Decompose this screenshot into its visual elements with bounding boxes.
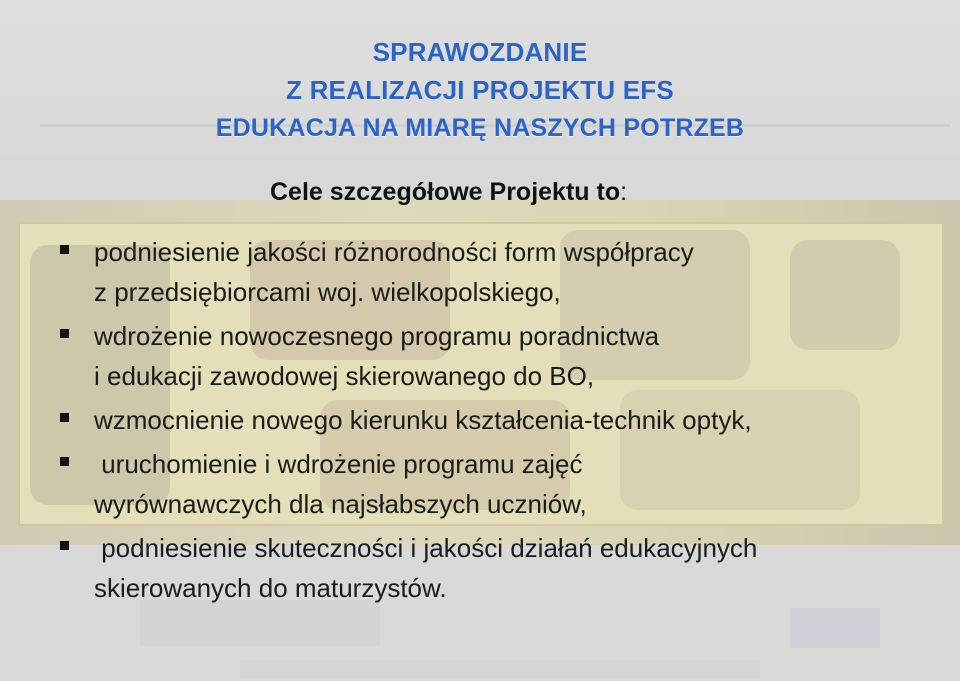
goal-line: wzmocnienie nowego kierunku kształcenia-technik optyk, [94,405,752,435]
title-line-2: Z REALIZACJI PROJEKTU EFS [286,75,674,105]
goal-line: wdrożenie nowoczesnego programu poradnictwa [94,321,660,351]
list-item [54,528,934,608]
goal-line: podniesienie skuteczności i jakości działań edukacyjnych [94,533,758,563]
title-line-3: EDUKACJA NA MIARĘ NASZYCH POTRZEB [215,114,745,142]
list-item [54,400,934,440]
subtitle-colon: : [620,178,628,206]
list-item [54,444,934,524]
goal-line: uruchomienie i wdrożenie programu zajęć [94,449,583,479]
goals-list [54,232,934,612]
title-line-1: SPRAWOZDANIE [372,37,588,67]
square-bullet-icon [60,457,69,466]
list-item [54,316,934,396]
goal-line: skierowanych do maturzystów. [94,573,447,603]
goal-line: wyrównawczych dla najsłabszych uczniów, [94,489,587,519]
square-bullet-icon [60,413,69,422]
section-subtitle [270,178,627,207]
goal-line: z przedsiębiorcami woj. wielkopolskiego, [94,277,561,307]
subtitle-text: Cele szczegółowe Projektu to [270,178,621,206]
faded-eu-flag [790,608,880,648]
report-title [0,33,960,147]
square-bullet-icon [60,245,69,254]
faded-footer-band [240,660,760,678]
square-bullet-icon [60,329,69,338]
goal-line: podniesienie jakości różnorodności form współpracy [94,237,694,267]
list-item [54,232,934,312]
square-bullet-icon [60,541,69,550]
goal-line: i edukacji zawodowej skierowanego do BO, [94,361,595,391]
